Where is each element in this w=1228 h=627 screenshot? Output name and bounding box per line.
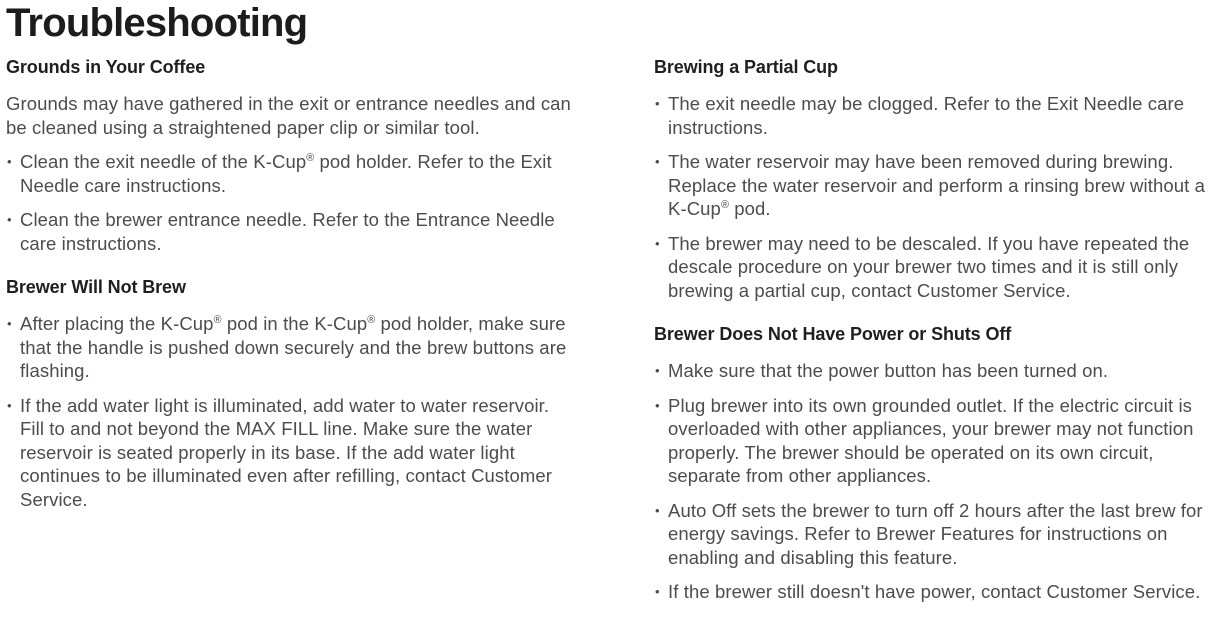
bullet-item: • Clean the exit needle of the K-Cup® pod holder. Refer to the Exit Needle care instructions. (6, 150, 572, 197)
page-title: Troubleshooting (6, 1, 308, 45)
section-grounds-in-your-coffee (6, 57, 572, 255)
registered-trademark-symbol: ® (306, 151, 315, 164)
bullet-item: • Auto Off sets the brewer to turn off 2 hours after the last brew for energy savings. Refer to Brewer Features for instructions on enabling and disabling this feature. (654, 499, 1220, 570)
registered-trademark-symbol: ® (367, 313, 376, 326)
two-column-layout (6, 57, 1220, 604)
bullet-list (654, 92, 1220, 302)
bullet-item: • After placing the K-Cup® pod in the K-Cup® pod holder, make sure that the handle is pushed down securely and the brew buttons are flashing. (6, 312, 572, 383)
bullet-item: • The water reservoir may have been removed during brewing. Replace the water reservoir and perform a rinsing brew without a K-Cup® pod. (654, 150, 1220, 221)
bullet-item: • The brewer may need to be descaled. If you have repeated the descale procedure on your brewer two times and it is still only brewing a partial cup, contact Customer Service. (654, 232, 1220, 303)
bullet-item: • If the add water light is illuminated, add water to water reservoir. Fill to and not beyond the MAX FILL line. Make sure the water reservoir is seated properly in its base. If the add water light continues to be illuminated even after refilling, contact Customer Service. (6, 394, 572, 512)
section-heading: Brewer Will Not Brew (6, 277, 186, 297)
section-brewer-will-not-brew (6, 277, 572, 511)
registered-trademark-symbol: ® (720, 198, 729, 211)
section-heading: Brewing a Partial Cup (654, 57, 838, 77)
bullet-list (6, 150, 572, 255)
bullet-item: • Make sure that the power button has been turned on. (654, 359, 1220, 383)
bullet-list (654, 359, 1220, 604)
section-heading: Brewer Does Not Have Power or Shuts Off (654, 324, 1012, 344)
right-column (654, 57, 1220, 604)
section-heading: Grounds in Your Coffee (6, 57, 206, 77)
section-intro: Grounds may have gathered in the exit or entrance needles and can be cleaned using a straightened paper clip or similar tool. (6, 93, 571, 138)
bullet-item: • The exit needle may be clogged. Refer to the Exit Needle care instructions. (654, 92, 1220, 139)
left-column (6, 57, 572, 604)
section-brewing-a-partial-cup (654, 57, 1220, 302)
bullet-item: • Clean the brewer entrance needle. Refer to the Entrance Needle care instructions. (6, 208, 572, 255)
registered-trademark-symbol: ® (213, 313, 222, 326)
section-brewer-no-power-or-shuts-off (654, 324, 1220, 604)
bullet-item: • Plug brewer into its own grounded outlet. If the electric circuit is overloaded with other appliances, your brewer may not function properly. The brewer should be operated on its own circuit, separate from other appliances. (654, 394, 1220, 488)
bullet-list (6, 312, 572, 511)
bullet-item: • If the brewer still doesn't have power, contact Customer Service. (654, 580, 1220, 604)
